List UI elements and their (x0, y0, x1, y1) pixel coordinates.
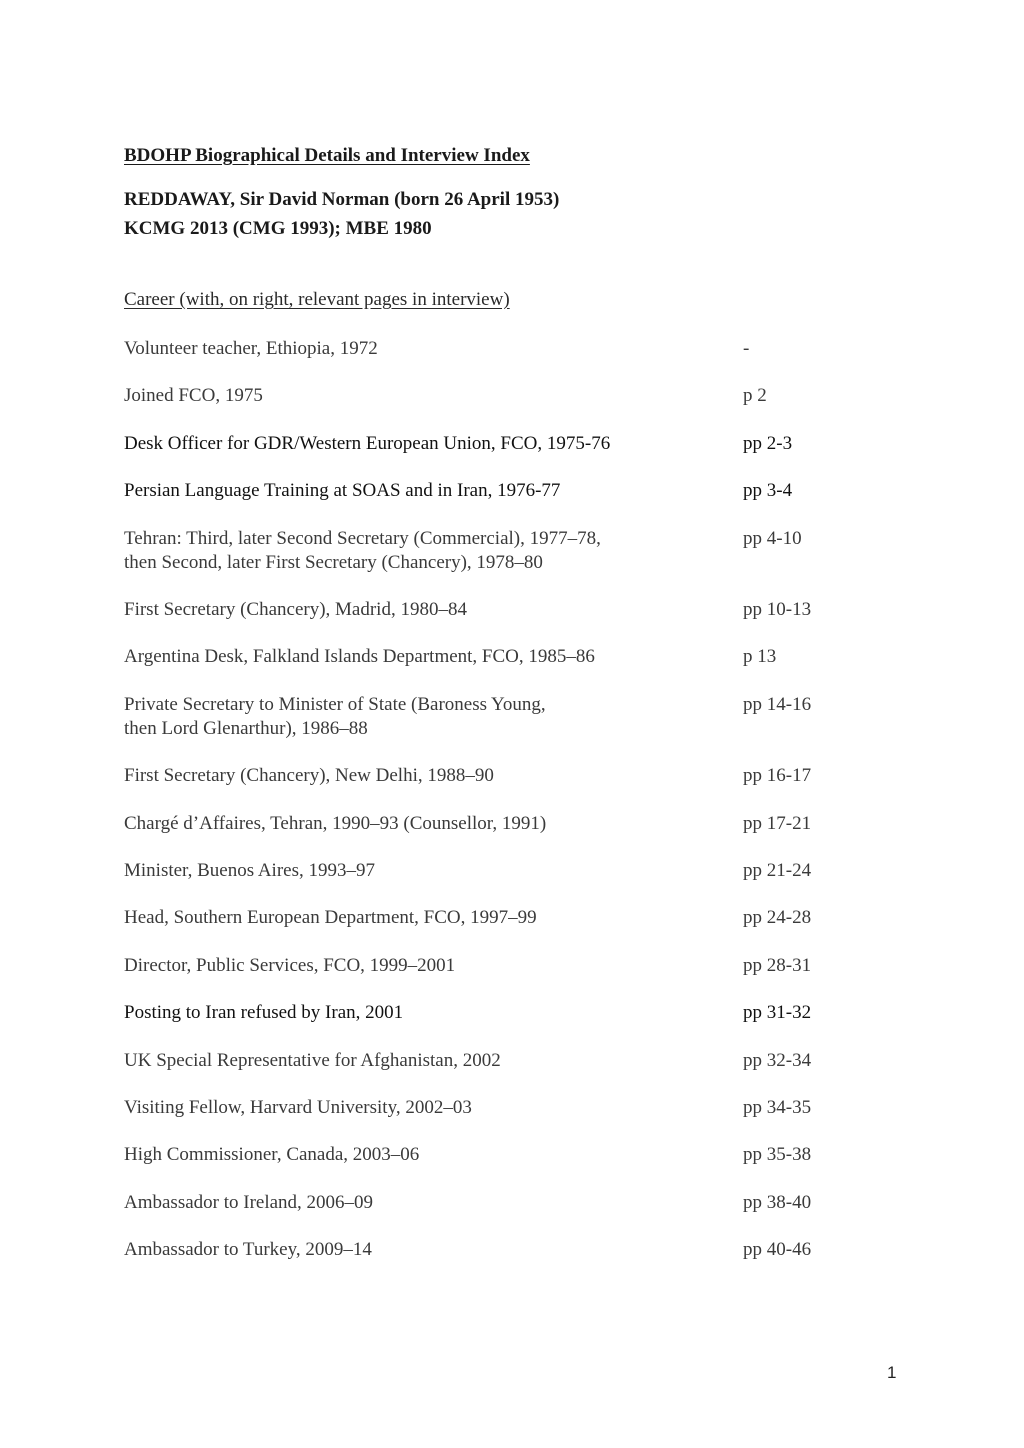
career-post: Volunteer teacher, Ethiopia, 1972 (124, 338, 378, 359)
career-pages: pp 38-40 (743, 1192, 812, 1213)
career-post: Ambassador to Ireland, 2006–09 (124, 1192, 374, 1213)
career-post: Desk Officer for GDR/Western European Union, FCO, 1975-76 (124, 433, 611, 454)
career-pages: pp 35-38 (743, 1144, 812, 1165)
career-pages: pp 32-34 (743, 1050, 812, 1071)
career-post: UK Special Representative for Afghanistan, 2002 (124, 1050, 501, 1071)
career-post: Visiting Fellow, Harvard University, 2002–03 (124, 1097, 472, 1118)
career-post: Chargé d’Affaires, Tehran, 1990–93 (Counsellor, 1991) (124, 813, 547, 834)
career-pages: pp 2-3 (743, 433, 793, 454)
career-post: Director, Public Services, FCO, 1999–2001 (124, 955, 456, 976)
career-pages: pp 28-31 (743, 955, 812, 976)
honours-line: KCMG 2013 (CMG 1993); MBE 1980 (124, 218, 432, 239)
career-post: Tehran: Third, later Second Secretary (Commercial), 1977–78, then Second, later First Secretary (Chancery), 1978–80 (124, 528, 601, 573)
career-post: Persian Language Training at SOAS and in Iran, 1976-77 (124, 480, 561, 501)
career-pages: pp 14-16 (743, 694, 812, 715)
career-post: First Secretary (Chancery), New Delhi, 1988–90 (124, 765, 494, 786)
career-post: First Secretary (Chancery), Madrid, 1980–84 (124, 599, 467, 620)
career-post: Joined FCO, 1975 (124, 385, 263, 406)
career-heading: Career (with, on right, relevant pages in interview) (124, 289, 510, 310)
career-pages: pp 4-10 (743, 528, 802, 549)
career-post: Posting to Iran refused by Iran, 2001 (124, 1002, 404, 1023)
career-pages: pp 21-24 (743, 860, 812, 881)
career-post: High Commissioner, Canada, 2003–06 (124, 1144, 420, 1165)
career-post: Private Secretary to Minister of State (Baroness Young, then Lord Glenarthur), 1986–88 (124, 694, 546, 739)
career-pages: pp 16-17 (743, 765, 812, 786)
career-pages: pp 3-4 (743, 480, 793, 501)
career-pages: p 2 (743, 385, 767, 406)
career-pages: p 13 (743, 646, 777, 667)
career-post: Minister, Buenos Aires, 1993–97 (124, 860, 375, 881)
career-pages: pp 24-28 (743, 907, 812, 928)
career-pages: pp 34-35 (743, 1097, 812, 1118)
page-number: 1 (887, 1363, 897, 1382)
career-post: Head, Southern European Department, FCO, 1997–99 (124, 907, 537, 928)
career-pages: pp 17-21 (743, 813, 812, 834)
career-post: Ambassador to Turkey, 2009–14 (124, 1239, 372, 1260)
career-pages: pp 10-13 (743, 599, 812, 620)
document-title: BDOHP Biographical Details and Interview Index (124, 145, 530, 166)
person-name: REDDAWAY, Sir David Norman (born 26 April 1953) (124, 189, 560, 210)
career-post: Argentina Desk, Falkland Islands Department, FCO, 1985–86 (124, 646, 595, 667)
career-pages: pp 40-46 (743, 1239, 812, 1260)
career-pages: - (743, 338, 750, 359)
career-pages: pp 31-32 (743, 1002, 812, 1023)
